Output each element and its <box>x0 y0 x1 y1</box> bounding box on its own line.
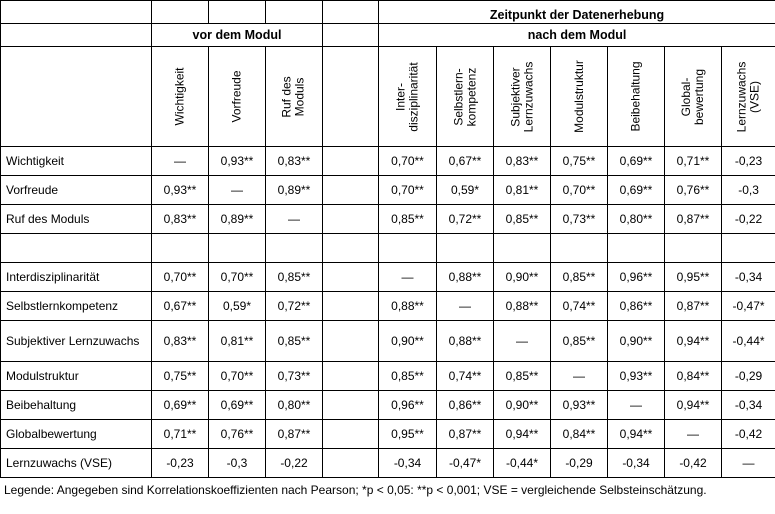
value-cell: 0,59* <box>209 292 266 321</box>
value-cell: -0,34 <box>722 263 775 292</box>
value-cell: 0,88** <box>437 321 494 362</box>
value-cell: 0,87** <box>266 420 323 449</box>
row-label: Interdisziplinarität <box>1 263 152 292</box>
table-row <box>1 205 775 234</box>
column-header: Wichtigkeit <box>152 47 209 147</box>
value-cell: 0,73** <box>551 205 608 234</box>
value-cell: 0,81** <box>494 176 551 205</box>
value-cell: 0,96** <box>379 391 437 420</box>
column-header: Selbstlern- kompetenz <box>437 47 494 147</box>
value-cell: 0,94** <box>608 420 665 449</box>
corner-cell <box>1 1 152 24</box>
value-cell: 0,69** <box>209 391 266 420</box>
value-cell: 0,93** <box>152 176 209 205</box>
gap-cell <box>323 292 379 321</box>
value-cell: — <box>266 205 323 234</box>
table-row <box>1 176 775 205</box>
value-cell: 0,87** <box>665 205 722 234</box>
row-label: Ruf des Moduls <box>1 205 152 234</box>
value-cell: 0,70** <box>379 176 437 205</box>
value-cell: 0,86** <box>437 391 494 420</box>
value-cell: -0,34 <box>608 449 665 478</box>
timepoint-heading: Zeitpunkt der Datenerhebung <box>379 1 775 24</box>
table-row <box>1 362 775 391</box>
table-row <box>1 420 775 449</box>
value-cell: -0,44* <box>494 449 551 478</box>
column-header: Subjektiver Lernzuwachs <box>494 47 551 147</box>
value-cell: -0,42 <box>722 420 775 449</box>
empty-cell <box>665 234 722 263</box>
value-cell: -0,47* <box>437 449 494 478</box>
value-cell: 0,90** <box>494 391 551 420</box>
value-cell: 0,95** <box>379 420 437 449</box>
value-cell: 0,95** <box>665 263 722 292</box>
value-cell: 0,85** <box>494 362 551 391</box>
header-row-2 <box>1 24 775 47</box>
value-cell: — <box>437 292 494 321</box>
value-cell: 0,85** <box>379 205 437 234</box>
value-cell: 0,85** <box>379 362 437 391</box>
value-cell: 0,70** <box>209 362 266 391</box>
value-cell: 0,90** <box>608 321 665 362</box>
table-row <box>1 292 775 321</box>
value-cell: -0,23 <box>722 147 775 176</box>
empty-cell <box>551 234 608 263</box>
value-cell: 0,83** <box>266 147 323 176</box>
table-row <box>1 391 775 420</box>
value-cell: -0,34 <box>379 449 437 478</box>
value-cell: 0,67** <box>437 147 494 176</box>
row-label: Lernzuwachs (VSE) <box>1 449 152 478</box>
value-cell: 0,87** <box>665 292 722 321</box>
value-cell: 0,88** <box>437 263 494 292</box>
value-cell: 0,75** <box>152 362 209 391</box>
row-label: Subjektiver Lernzuwachs <box>1 321 152 362</box>
value-cell: 0,89** <box>209 205 266 234</box>
value-cell: 0,85** <box>266 263 323 292</box>
value-cell: — <box>209 176 266 205</box>
empty-cell <box>209 234 266 263</box>
value-cell: 0,88** <box>494 292 551 321</box>
value-cell: -0,3 <box>209 449 266 478</box>
value-cell: 0,90** <box>494 263 551 292</box>
value-cell: 0,85** <box>266 321 323 362</box>
value-cell: -0,23 <box>152 449 209 478</box>
value-cell: 0,73** <box>266 362 323 391</box>
column-header: Lernzuwachs (VSE) <box>722 47 775 147</box>
gap-cell <box>323 321 379 362</box>
value-cell: — <box>722 449 775 478</box>
value-cell: 0,85** <box>551 263 608 292</box>
gap-cell <box>323 147 379 176</box>
table-legend: Legende: Angegeben sind Korrelationskoeffizienten nach Pearson; *p < 0,05: **p < 0,001; VSE = vergleichende Selbsteinschätzung. <box>4 483 707 497</box>
value-cell: 0,84** <box>551 420 608 449</box>
value-cell: 0,89** <box>266 176 323 205</box>
value-cell: 0,74** <box>437 362 494 391</box>
value-cell: -0,29 <box>722 362 775 391</box>
column-header: Global- bewertung <box>665 47 722 147</box>
value-cell: 0,76** <box>665 176 722 205</box>
value-cell: 0,72** <box>437 205 494 234</box>
value-cell: 0,93** <box>608 362 665 391</box>
value-cell: 0,94** <box>665 321 722 362</box>
gap-cell <box>323 263 379 292</box>
gap-cell <box>323 205 379 234</box>
empty-cell <box>494 234 551 263</box>
value-cell: 0,80** <box>608 205 665 234</box>
table-row <box>1 147 775 176</box>
value-cell: -0,29 <box>551 449 608 478</box>
value-cell: 0,71** <box>665 147 722 176</box>
value-cell: — <box>608 391 665 420</box>
empty-cell <box>379 234 437 263</box>
value-cell: 0,76** <box>209 420 266 449</box>
header-row-1 <box>1 1 775 24</box>
value-cell: 0,85** <box>494 205 551 234</box>
value-cell: 0,75** <box>551 147 608 176</box>
value-cell: 0,71** <box>152 420 209 449</box>
value-cell: -0,44* <box>722 321 775 362</box>
empty-cell <box>722 234 775 263</box>
table-row <box>1 263 775 292</box>
row-label: Selbstlernkompetenz <box>1 292 152 321</box>
column-header: Modulstruktur <box>551 47 608 147</box>
value-cell: 0,88** <box>379 292 437 321</box>
gap-cell <box>323 391 379 420</box>
value-cell: 0,70** <box>379 147 437 176</box>
empty-cell <box>608 234 665 263</box>
value-cell: 0,94** <box>494 420 551 449</box>
value-cell: 0,70** <box>551 176 608 205</box>
empty-cell <box>437 234 494 263</box>
value-cell: 0,85** <box>551 321 608 362</box>
value-cell: 0,93** <box>551 391 608 420</box>
spacer-row <box>1 234 775 263</box>
value-cell: — <box>379 263 437 292</box>
value-cell: -0,22 <box>266 449 323 478</box>
group-after-heading: nach dem Modul <box>379 24 775 47</box>
value-cell: -0,34 <box>722 391 775 420</box>
value-cell: 0,84** <box>665 362 722 391</box>
gap-cell <box>323 362 379 391</box>
row-label: Vorfreude <box>1 176 152 205</box>
row-label: Modulstruktur <box>1 362 152 391</box>
column-header: Ruf des Moduls <box>266 47 323 147</box>
value-cell: 0,94** <box>665 391 722 420</box>
value-cell: 0,69** <box>608 147 665 176</box>
value-cell: 0,67** <box>152 292 209 321</box>
gap-cell <box>323 449 379 478</box>
value-cell: — <box>152 147 209 176</box>
gap-cell <box>323 420 379 449</box>
value-cell: 0,70** <box>209 263 266 292</box>
value-cell: 0,83** <box>152 321 209 362</box>
group-before-heading: vor dem Modul <box>152 24 323 47</box>
gap-cell <box>323 176 379 205</box>
value-cell: 0,74** <box>551 292 608 321</box>
value-cell: — <box>494 321 551 362</box>
value-cell: 0,59* <box>437 176 494 205</box>
value-cell: -0,22 <box>722 205 775 234</box>
empty-cell <box>1 234 152 263</box>
value-cell: 0,69** <box>152 391 209 420</box>
value-cell: 0,80** <box>266 391 323 420</box>
column-header-row <box>1 47 775 147</box>
value-cell: 0,87** <box>437 420 494 449</box>
value-cell: 0,93** <box>209 147 266 176</box>
value-cell: 0,86** <box>608 292 665 321</box>
value-cell: — <box>551 362 608 391</box>
table-row <box>1 321 775 362</box>
value-cell: 0,90** <box>379 321 437 362</box>
empty-cell <box>266 234 323 263</box>
row-label: Wichtigkeit <box>1 147 152 176</box>
value-cell: 0,81** <box>209 321 266 362</box>
value-cell: 0,83** <box>152 205 209 234</box>
value-cell: -0,47* <box>722 292 775 321</box>
column-header: Beibehaltung <box>608 47 665 147</box>
empty-cell <box>323 234 379 263</box>
value-cell: 0,70** <box>152 263 209 292</box>
value-cell: 0,83** <box>494 147 551 176</box>
value-cell: 0,96** <box>608 263 665 292</box>
column-header: Inter- disziplinarität <box>379 47 437 147</box>
row-label: Globalbewertung <box>1 420 152 449</box>
column-header: Vorfreude <box>209 47 266 147</box>
table-row <box>1 449 775 478</box>
row-label: Beibehaltung <box>1 391 152 420</box>
value-cell: 0,69** <box>608 176 665 205</box>
value-cell: -0,3 <box>722 176 775 205</box>
value-cell: — <box>665 420 722 449</box>
value-cell: -0,42 <box>665 449 722 478</box>
empty-cell <box>152 234 209 263</box>
value-cell: 0,72** <box>266 292 323 321</box>
